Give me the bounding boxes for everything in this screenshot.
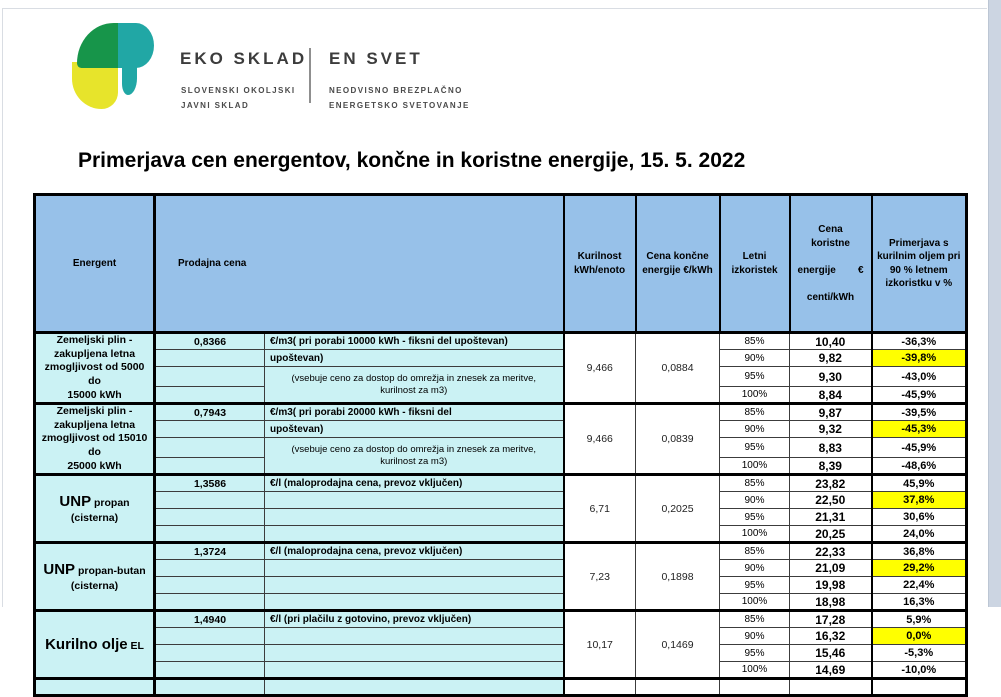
energent-name: UNP propan (cisterna) [35, 475, 155, 543]
group-kurilno-olje [35, 611, 967, 679]
kurilnost-value: 9,466 [564, 404, 636, 475]
price-value: 0,7943 [155, 404, 265, 421]
kurilnost-value: 9,466 [564, 333, 636, 404]
izkoristek-cell: 85% [720, 333, 790, 350]
cena-koncne-value: 0,1469 [636, 611, 720, 679]
brand-tagline-right: NEODVISNO BREZPLAČNO ENERGETSKO SVETOVANJE [329, 86, 470, 110]
cena-koristne-cell: 18,98 [790, 594, 872, 611]
primerjava-cell: -10,0% [872, 662, 967, 679]
euro-sign: € [857, 264, 864, 276]
empty-cell [155, 438, 265, 458]
price-unit-overflow: upoštevan) [265, 350, 564, 367]
izkoristek-cell: 100% [720, 662, 790, 679]
cena-koristne-cell: 22,50 [790, 492, 872, 509]
page-title: Primerjava cen energentov, končne in koristne energije, 15. 5. 2022 [78, 149, 746, 172]
izkoristek-cell: 100% [720, 458, 790, 475]
cena-koristne-cell: 9,30 [790, 367, 872, 387]
cena-koristne-cell: 15,46 [790, 645, 872, 662]
energent-name: Zemeljski plin - zakupljena letna zmogljivost od 15010 do 25000 kWh [35, 404, 155, 475]
izkoristek-cell: 95% [720, 438, 790, 458]
empty-cell [155, 628, 265, 645]
cena-koristne-cell: 10,40 [790, 333, 872, 350]
cena-koristne-cell: 22,33 [790, 543, 872, 560]
izkoristek-cell: 95% [720, 577, 790, 594]
primerjava-cell-highlighted: 0,0% [872, 628, 967, 645]
izkoristek-cell: 90% [720, 492, 790, 509]
group-unp-propan [35, 475, 967, 543]
price-unit: €/l (maloprodajna cena, prevoz vključen) [265, 475, 564, 492]
cena-koncne-value: 0,0884 [636, 333, 720, 404]
empty-cell [155, 458, 265, 475]
izkoristek-cell: 85% [720, 475, 790, 492]
izkoristek-cell: 95% [720, 367, 790, 387]
empty-cell [155, 679, 265, 696]
empty-cell [265, 628, 564, 645]
price-unit: €/l (pri plačilu z gotovino, prevoz vključen) [265, 611, 564, 628]
izkoristek-cell: 85% [720, 404, 790, 421]
empty-cell [155, 492, 265, 509]
empty-cell [155, 387, 265, 404]
energent-name: Kurilno olje EL [35, 611, 155, 679]
header-kurilnost: Kurilnost kWh/enoto [564, 195, 636, 333]
empty-cell [155, 662, 265, 679]
primerjava-cell-highlighted: -39,8% [872, 350, 967, 367]
price-unit: €/m3( pri porabi 20000 kWh - fiksni del [265, 404, 564, 421]
kurilnost-value: 7,23 [564, 543, 636, 611]
empty-cell [155, 645, 265, 662]
primerjava-cell-highlighted: -45,3% [872, 421, 967, 438]
izkoristek-cell: 95% [720, 645, 790, 662]
price-value: 1,3586 [155, 475, 265, 492]
izkoristek-cell: 100% [720, 594, 790, 611]
primerjava-cell-highlighted: 29,2% [872, 560, 967, 577]
empty-cell [155, 560, 265, 577]
price-note: (vsebuje ceno za dostop do omrežja in znesek za meritve, kurilnost za m3) [265, 367, 564, 404]
empty-cell [155, 350, 265, 367]
header-primerjava: Primerjava s kurilnim oljem pri 90 % letnem izkoristku v % [872, 195, 967, 333]
primerjava-cell: 16,3% [872, 594, 967, 611]
izkoristek-cell: 90% [720, 628, 790, 645]
cena-koristne-cell: 14,69 [790, 662, 872, 679]
group-unp-propan-butan [35, 543, 967, 611]
brand-name-right: EN SVET [329, 49, 423, 68]
empty-cell [265, 594, 564, 611]
empty-cell [636, 679, 720, 696]
primerjava-cell: -39,5% [872, 404, 967, 421]
cena-koristne-cell: 8,83 [790, 438, 872, 458]
primerjava-cell-highlighted: 37,8% [872, 492, 967, 509]
header-cena-koristne-line1: Cena koristne [811, 224, 850, 249]
empty-cell [35, 679, 155, 696]
izkoristek-cell: 85% [720, 543, 790, 560]
empty-cell [265, 645, 564, 662]
empty-cell [265, 509, 564, 526]
primerjava-cell: 30,6% [872, 509, 967, 526]
cena-koristne-cell: 23,82 [790, 475, 872, 492]
izkoristek-cell: 90% [720, 350, 790, 367]
logo-green-dome-icon [77, 23, 118, 68]
kurilnost-value: 10,17 [564, 611, 636, 679]
izkoristek-cell: 85% [720, 611, 790, 628]
empty-cell [155, 509, 265, 526]
energy-price-table [33, 193, 968, 697]
empty-cell [265, 560, 564, 577]
price-unit: €/l (maloprodajna cena, prevoz vključen) [265, 543, 564, 560]
primerjava-cell: 5,9% [872, 611, 967, 628]
primerjava-cell: 36,8% [872, 543, 967, 560]
cena-koristne-cell: 9,87 [790, 404, 872, 421]
price-value: 0,8366 [155, 333, 265, 350]
cena-koristne-cell: 19,98 [790, 577, 872, 594]
group-zemeljski-plin-2 [35, 404, 967, 475]
table-header-row [35, 195, 967, 333]
price-note: (vsebuje ceno za dostop do omrežja in znesek za meritve, kurilnost za m3) [265, 438, 564, 475]
empty-cell [155, 421, 265, 438]
header-cena-koristne-line3: centi/kWh [806, 291, 855, 303]
empty-cell [872, 679, 967, 696]
header-letni-izkoristek: Letni izkoristek [720, 195, 790, 333]
empty-cell [155, 367, 265, 387]
izkoristek-cell: 90% [720, 421, 790, 438]
header-cena-koristne-line2a: energije [797, 264, 836, 276]
logo-teal-dome-icon [118, 23, 154, 68]
scrollbar-track[interactable] [988, 0, 1001, 607]
cena-koristne-cell: 21,09 [790, 560, 872, 577]
empty-cell [155, 594, 265, 611]
primerjava-cell: 22,4% [872, 577, 967, 594]
primerjava-cell: -5,3% [872, 645, 967, 662]
cena-koristne-cell: 8,39 [790, 458, 872, 475]
cena-koristne-cell: 9,32 [790, 421, 872, 438]
primerjava-cell: 45,9% [872, 475, 967, 492]
empty-cell [790, 679, 872, 696]
energent-name: UNP propan-butan (cisterna) [35, 543, 155, 611]
empty-cell [265, 679, 564, 696]
logo-teal-stem-icon [122, 67, 137, 95]
brand-name-left: EKO SKLAD [180, 49, 308, 68]
price-unit-overflow: upoštevan) [265, 421, 564, 438]
energent-name: Zemeljski plin - zakupljena letna zmogljivost od 5000 do 15000 kWh [35, 333, 155, 404]
primerjava-cell: -48,6% [872, 458, 967, 475]
price-value: 1,4940 [155, 611, 265, 628]
empty-cell [564, 679, 636, 696]
empty-cell [265, 577, 564, 594]
group-zemeljski-plin-1 [35, 333, 967, 404]
izkoristek-cell: 95% [720, 509, 790, 526]
cena-koristne-cell: 21,31 [790, 509, 872, 526]
cena-koristne-cell: 9,82 [790, 350, 872, 367]
header-cena-koncne: Cena končne energije €/kWh [636, 195, 720, 333]
izkoristek-cell: 100% [720, 526, 790, 543]
cena-koristne-cell: 20,25 [790, 526, 872, 543]
empty-cell [265, 492, 564, 509]
eko-sklad-logo-icon [72, 23, 156, 109]
primerjava-cell: -45,9% [872, 438, 967, 458]
primerjava-cell: 24,0% [872, 526, 967, 543]
primerjava-cell: -36,3% [872, 333, 967, 350]
price-value: 1,3724 [155, 543, 265, 560]
empty-cell [155, 526, 265, 543]
empty-cell [265, 526, 564, 543]
primerjava-cell: -43,0% [872, 367, 967, 387]
izkoristek-cell: 90% [720, 560, 790, 577]
cena-koristne-cell: 17,28 [790, 611, 872, 628]
window-frame-top [3, 8, 987, 9]
primerjava-cell: -45,9% [872, 387, 967, 404]
header-prodajna-cena: Prodajna cena [155, 195, 564, 333]
logo-yellow-leaf-icon [72, 62, 118, 109]
brand-divider [309, 48, 311, 103]
cena-koncne-value: 0,0839 [636, 404, 720, 475]
header-energent: Energent [35, 195, 155, 333]
empty-cell [155, 577, 265, 594]
window-frame-left [2, 8, 3, 607]
cena-koristne-cell: 16,32 [790, 628, 872, 645]
kurilnost-value: 6,71 [564, 475, 636, 543]
izkoristek-cell: 100% [720, 387, 790, 404]
empty-cell [265, 662, 564, 679]
brand-tagline-left: SLOVENSKI OKOLJSKI JAVNI SKLAD [181, 86, 296, 110]
cena-koncne-value: 0,1898 [636, 543, 720, 611]
group-partial-clipped [35, 679, 967, 696]
empty-cell [720, 679, 790, 696]
cena-koncne-value: 0,2025 [636, 475, 720, 543]
header-cena-koristne [790, 195, 872, 333]
price-unit: €/m3( pri porabi 10000 kWh - fiksni del upoštevan) [265, 333, 564, 350]
cena-koristne-cell: 8,84 [790, 387, 872, 404]
